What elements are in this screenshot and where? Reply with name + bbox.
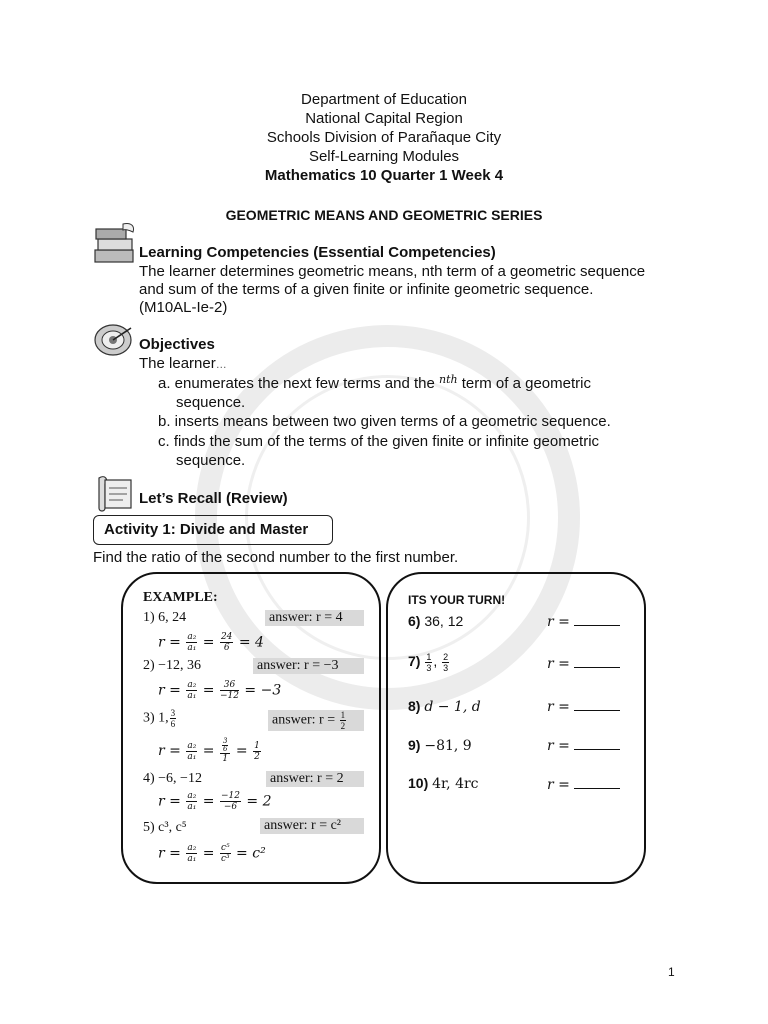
competencies-text-2: and sum of the terms of a given finite or infinite geometric sequence.: [139, 281, 594, 298]
example-4-work: r = $\frac{\text{a₂}}{\text{a₁}}$ = $\frac{-12}{-6}$ = 2: [158, 791, 272, 812]
example-2-question: 2) −12, 36: [143, 658, 202, 673]
example-2-work: r = $\frac{\text{a₂}}{\text{a₁}}$ = $\frac{36}{-12}$ = −3: [158, 680, 282, 701]
header-region: National Capital Region: [305, 110, 463, 127]
turn-item-9: 9) −81, 9: [408, 737, 472, 754]
turn-item-9-answer[interactable]: r =: [547, 737, 620, 754]
example-5-answer: answer: r = c²: [260, 818, 364, 834]
example-4-question: 4) −6, −12: [143, 771, 202, 786]
example-3-work: r = $\frac{\text{a₂}}{\text{a₁}}$ = $\frac{\frac{3}{6}}{1}$ = $\frac{1}{2}$: [158, 737, 260, 764]
answer-blank-9[interactable]: [574, 737, 620, 750]
objective-a-cont: sequence.: [176, 394, 246, 411]
example-2-answer: answer: r = −3: [253, 658, 364, 674]
books-icon: [93, 220, 137, 266]
turn-item-6-answer[interactable]: r =: [547, 613, 620, 630]
objectives-intro: The learner…: [139, 355, 227, 372]
activity-label-box: [93, 515, 333, 545]
competencies-heading: Learning Competencies (Essential Competencies): [139, 244, 496, 261]
answer-blank-6[interactable]: [574, 613, 620, 626]
your-turn-heading: ITS YOUR TURN!: [408, 593, 506, 607]
example-4-answer: answer: r = 2: [266, 771, 364, 787]
answer-blank-8[interactable]: [574, 698, 620, 711]
activity-instruction: Find the ratio of the second number to the first number.: [93, 549, 459, 566]
answer-blank-10[interactable]: [574, 776, 620, 789]
example-5-work: r = $\frac{\text{a₂}}{\text{a₁}}$ = $\frac{\text{c⁵}}{\text{c³}}$ = c²: [158, 843, 266, 864]
example-1-question: 1) 6, 24: [143, 610, 187, 625]
turn-item-7-answer[interactable]: r =: [547, 655, 620, 672]
turn-item-10-answer[interactable]: r =: [547, 776, 620, 793]
objectives-heading: Objectives: [139, 336, 215, 353]
objective-a: a. enumerates the next few terms and the $^{nth}$ term of a geometric: [158, 373, 591, 392]
example-3-answer: answer: r = $\frac{1}{2}$: [268, 710, 364, 731]
example-1-work: r = $\frac{\text{a₂}}{\text{a₁}}$ = $\frac{24}{6}$ = 4: [158, 632, 264, 653]
page-number: 1: [668, 965, 675, 979]
objective-c-cont: sequence.: [176, 452, 246, 469]
turn-item-10: 10) 4r, 4rc: [408, 775, 479, 792]
example-5-question: 5) c³, c⁵: [143, 820, 187, 835]
competencies-code: (M10AL-Ie-2): [139, 299, 228, 316]
example-heading: EXAMPLE:: [143, 590, 218, 605]
activity-label: Activity 1: Divide and Master: [104, 521, 309, 538]
header-subject: Mathematics 10 Quarter 1 Week 4: [264, 167, 504, 184]
example-3-question: 3) 1, $\frac{3}{6}$: [143, 708, 176, 729]
competencies-text-1: The learner determines geometric means, nth term of a geometric sequence: [139, 263, 646, 280]
header-division: Schools Division of Parañaque City: [266, 129, 502, 146]
objective-b: b. inserts means between two given terms of a geometric sequence.: [158, 413, 611, 430]
turn-item-7: 7) $\frac{1}{3}$ , $\frac{2}{3}$: [408, 652, 449, 673]
page-title: GEOMETRIC MEANS AND GEOMETRIC SERIES: [225, 207, 543, 223]
recall-heading: Let’s Recall (Review): [139, 490, 288, 507]
scroll-icon: [93, 472, 137, 514]
header-department: Department of Education: [301, 91, 467, 108]
turn-item-6: 6) 36, 12: [408, 613, 464, 629]
example-1-answer: answer: r = 4: [265, 610, 364, 626]
target-icon: [93, 322, 135, 358]
objective-c: c. finds the sum of the terms of the given finite or infinite geometric: [158, 433, 600, 450]
header-modules: Self-Learning Modules: [308, 148, 460, 165]
answer-blank-7[interactable]: [574, 655, 620, 668]
turn-item-8: 8) d − 1, d: [408, 698, 481, 715]
turn-item-8-answer[interactable]: r =: [547, 698, 620, 715]
